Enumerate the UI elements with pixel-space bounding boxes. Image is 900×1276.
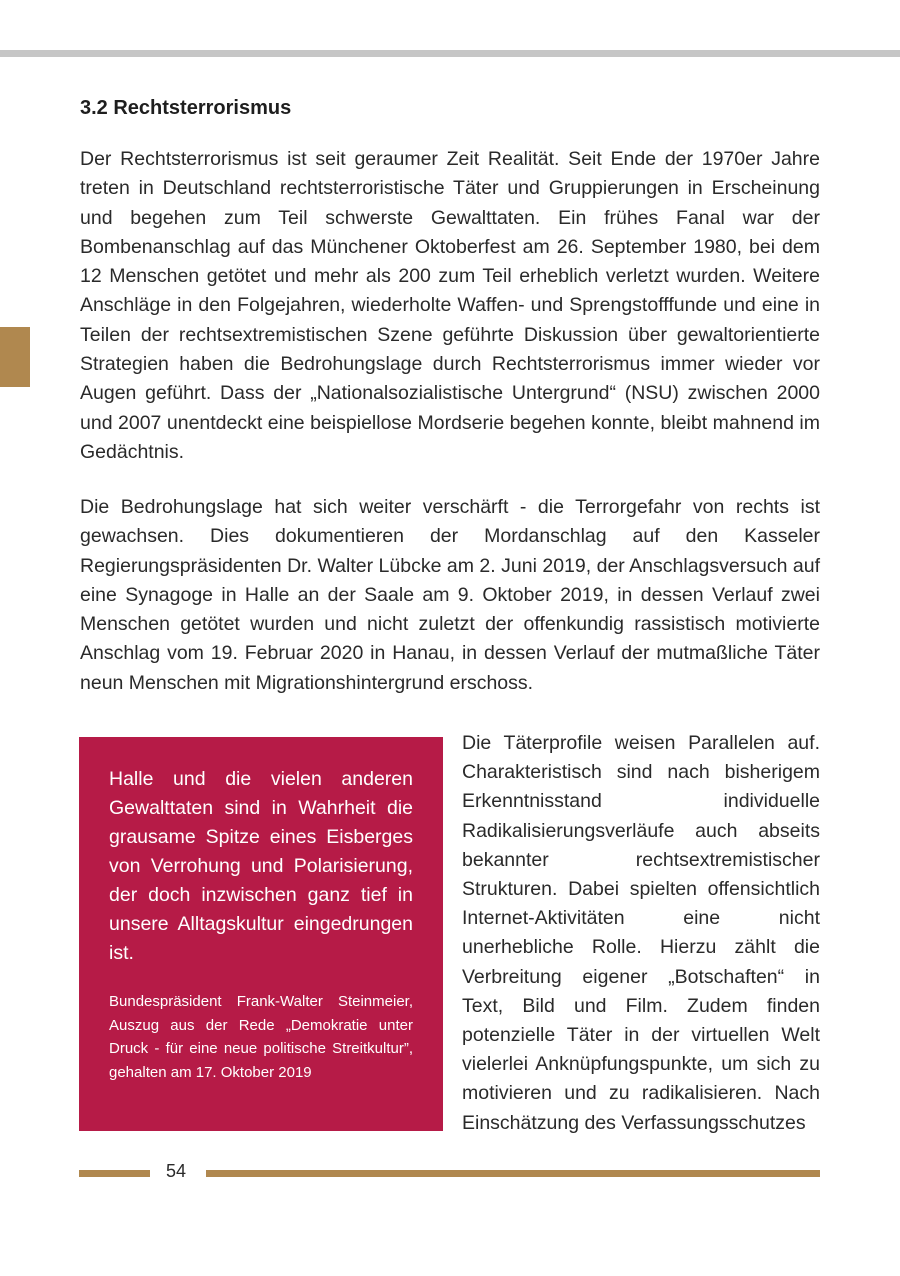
body-paragraph-1: Der Rechtsterrorismus ist seit geraumer Zeit Realität. Seit Ende der 1970er Jahre treten in Deutschland rechtsterroristische Täter und Gruppierungen in Erscheinung und begehen zum Teil schwerste Gewalttaten. Ein frühes Fanal war der Bombenanschlag auf das Münchener Oktoberfest am 26. September 1980, bei dem 12 Menschen getötet und mehr als 200 zum Teil erheblich verletzt wurden. Weitere Anschläge in den Folgejahren, wiederholte Waffen- und Sprengstofffunde und eine in Teilen der rechtsextremistischen Szene geführte Diskussion über gewaltorientierte Strategien haben die Bedrohungslage durch Rechtsterrorismus immer wieder vor Augen geführt. Dass der „Nationalsozialistische Untergrund“ (NSU) zwischen 2000 und 2007 unentdeckt eine beispiellose Mordserie begehen konnte, bleibt mahnend im Gedächtnis. [80, 148, 820, 463]
footer-bar-left [79, 1170, 150, 1177]
section-heading: 3.2 Rechtsterrorismus [80, 97, 292, 119]
footer-bar-right [206, 1170, 820, 1177]
body-paragraph-3: Die Täterprofile weisen Parallelen auf. Charakteristisch sind nach bisherigem Erkenntnisstand individuelle Radikalisierungsverläufe auch abseits bekannter rechtsextremistischer Strukturen. Dabei spielten offensichtlich Internet-Aktivitäten eine nicht unerhebliche Rolle. Hierzu zählt die Verbreitung eigener „Botschaften“ in Text, Bild und Film. Zudem finden potenzielle Täter in der virtuellen Welt vielerlei Anknüpfungspunkte, um sich zu motivieren und zu radikalisieren. Nach Einschätzung des Verfassungsschutzes [462, 732, 820, 1134]
quote-box [79, 737, 443, 1131]
page-number: 54 [166, 1161, 187, 1181]
quote-text: Halle und die vielen anderen Gewalttaten sind in Wahrheit die grausame Spitze eines Eisberges von Verrohung und Polarisierung, der doch inzwischen ganz tief in unsere Alltagskultur eingedrungen ist. [109, 768, 413, 964]
top-rule [0, 50, 900, 57]
chapter-side-tab [0, 327, 30, 387]
quote-source: Bundespräsident Frank-Walter Steinmeier, Auszug aus der Rede „Demokratie unter Druck - für eine neue politische Streitkultur”, gehalten am 17. Oktober 2019 [109, 993, 413, 1081]
body-paragraph-2: Die Bedrohungslage hat sich weiter verschärft - die Terrorgefahr von rechts ist gewachsen. Dies dokumentieren der Mordanschlag auf den Kasseler Regierungspräsidenten Dr. Walter Lübcke am 2. Juni 2019, der Anschlagsversuch auf eine Synagoge in Halle an der Saale am 9. Oktober 2019, in dessen Verlauf zwei Menschen getötet wurden und nicht zuletzt der offenkundig rassistisch motivierte Anschlag vom 19. Februar 2020 in Hanau, in dessen Verlauf der mutmaßliche Täter neun Menschen mit Migrationshintergrund erschoss. [80, 496, 820, 694]
